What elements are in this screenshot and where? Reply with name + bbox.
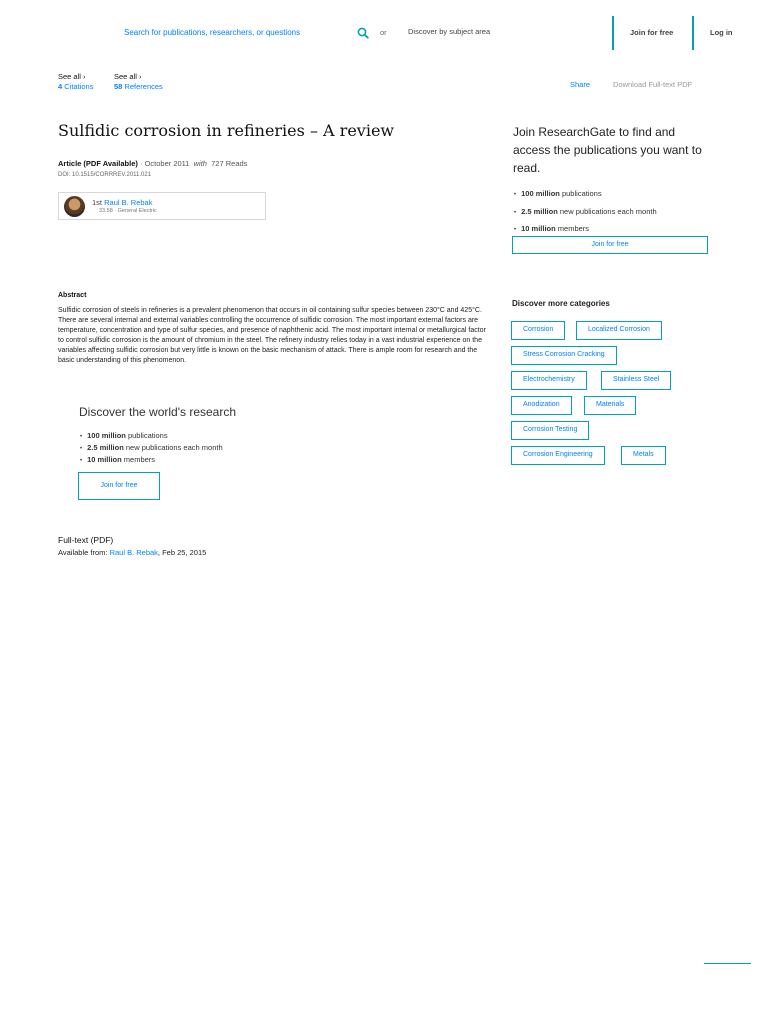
discover-subject-link[interactable]: Discover by subject area xyxy=(408,27,491,36)
list-item: • 100 million publications xyxy=(514,186,657,204)
author-position: 1st xyxy=(92,198,103,207)
see-all-citations-link[interactable]: See all › xyxy=(58,72,86,81)
fulltext-heading: Full-text (PDF) xyxy=(58,535,114,545)
join-promo-heading: Join ResearchGate to find and access the publications you want to read. xyxy=(513,125,702,175)
discover-research-heading: Discover the world's research xyxy=(79,405,237,419)
citations-count: 4 xyxy=(58,82,63,91)
author-avatar[interactable] xyxy=(64,196,85,217)
citations-stat[interactable] xyxy=(58,72,93,92)
category-chip-metals[interactable]: Metals xyxy=(621,446,666,465)
list-item: • 10 million members xyxy=(514,221,657,239)
join-for-free-button[interactable]: Join for free xyxy=(78,472,160,500)
list-item: • 2.5 million new publications each month xyxy=(80,443,223,455)
categories-heading: Discover more categories xyxy=(512,299,610,308)
category-chip-corrosion[interactable]: Corrosion xyxy=(511,321,565,340)
author-name-link[interactable]: Raul B. Rebak xyxy=(104,198,153,207)
category-chip-materials[interactable]: Materials xyxy=(584,396,636,415)
author-affiliation: General Electric xyxy=(117,208,157,214)
author-line xyxy=(92,198,152,207)
article-meta: Article (PDF Available) · October 2011 with 727 Reads xyxy=(58,159,248,168)
available-date: , Feb 25, 2015 xyxy=(157,548,207,557)
references-count: 58 xyxy=(114,82,123,91)
list-item: • 2.5 million new publications each month xyxy=(514,204,657,222)
search-icon[interactable] xyxy=(357,27,369,39)
article-title: Sulfidic corrosion in refineries – A review xyxy=(58,121,395,140)
download-pdf-button[interactable]: Download Full-text PDF xyxy=(613,80,693,89)
article-date: October 2011 xyxy=(144,159,190,168)
available-prefix: Available from: xyxy=(58,548,108,557)
category-chip-corrosion-engineering[interactable]: Corrosion Engineering xyxy=(511,446,605,465)
references-stat[interactable] xyxy=(114,72,163,92)
with-label: with xyxy=(193,159,207,168)
research-stats-list xyxy=(80,431,223,467)
log-in-button[interactable]: Log in xyxy=(710,28,733,37)
search-input[interactable]: Search for publications, researchers, or questions xyxy=(124,28,301,37)
header-divider xyxy=(692,16,694,50)
available-from xyxy=(58,548,206,557)
see-all-references-link[interactable]: See all › xyxy=(114,72,142,81)
article-type: Article (PDF Available) xyxy=(58,159,138,168)
or-label: or xyxy=(380,28,387,37)
author-score: 33.58 xyxy=(99,208,113,214)
header-divider xyxy=(612,16,614,50)
join-for-free-button[interactable]: Join for free xyxy=(512,236,708,254)
category-chip-localized-corrosion[interactable]: Localized Corrosion xyxy=(576,321,662,340)
footer-divider xyxy=(704,963,751,964)
article-doi: DOI: 10.1515/CORRREV.2011.021 xyxy=(58,172,152,178)
available-author-link[interactable]: Raul B. Rebak xyxy=(109,548,158,557)
abstract-heading: Abstract xyxy=(58,292,87,299)
reads-count: 727 Reads xyxy=(211,159,248,168)
category-chip-stress-corrosion-cracking[interactable]: Stress Corrosion Cracking xyxy=(511,346,617,365)
abstract-text: Sulfidic corrosion of steels in refineries is a prevalent phenomenon that occurs in oil containing sulfur species between 230°C and 425°C. There are several internal and external variables controlling the occurrence of sulfidic corrosion. The most important external factors are temperature, concentration and type of sulfur species, and presence of naphthenic acid. The most important internal or metallurgical factor to control sulfidic corrosion is the amount of chromium in the steel. The refinery industry relies today in a vast industrial experience on the variables affecting sulfidic corrosion but very little is known on the basic mechanism of attack. There is ample room for research and the basic understanding of this phenomenon. xyxy=(58,307,486,365)
list-item: • 100 million publications xyxy=(80,431,223,443)
list-item: • 10 million members xyxy=(80,455,223,467)
category-chip-electrochemistry[interactable]: Electrochemistry xyxy=(511,371,587,390)
category-chip-anodization[interactable]: Anodization xyxy=(511,396,572,415)
category-chip-corrosion-testing[interactable]: Corrosion Testing xyxy=(511,421,589,440)
citations-label: Citations xyxy=(64,82,94,91)
references-label: References xyxy=(124,82,163,91)
category-chip-stainless-steel[interactable]: Stainless Steel xyxy=(601,371,671,390)
author-details: 33.58 · General Electric xyxy=(99,208,157,214)
author-card[interactable] xyxy=(58,192,266,220)
share-button[interactable]: Share xyxy=(570,80,591,89)
join-for-free-button[interactable]: Join for free xyxy=(630,28,674,37)
promo-stats-list xyxy=(514,186,657,239)
